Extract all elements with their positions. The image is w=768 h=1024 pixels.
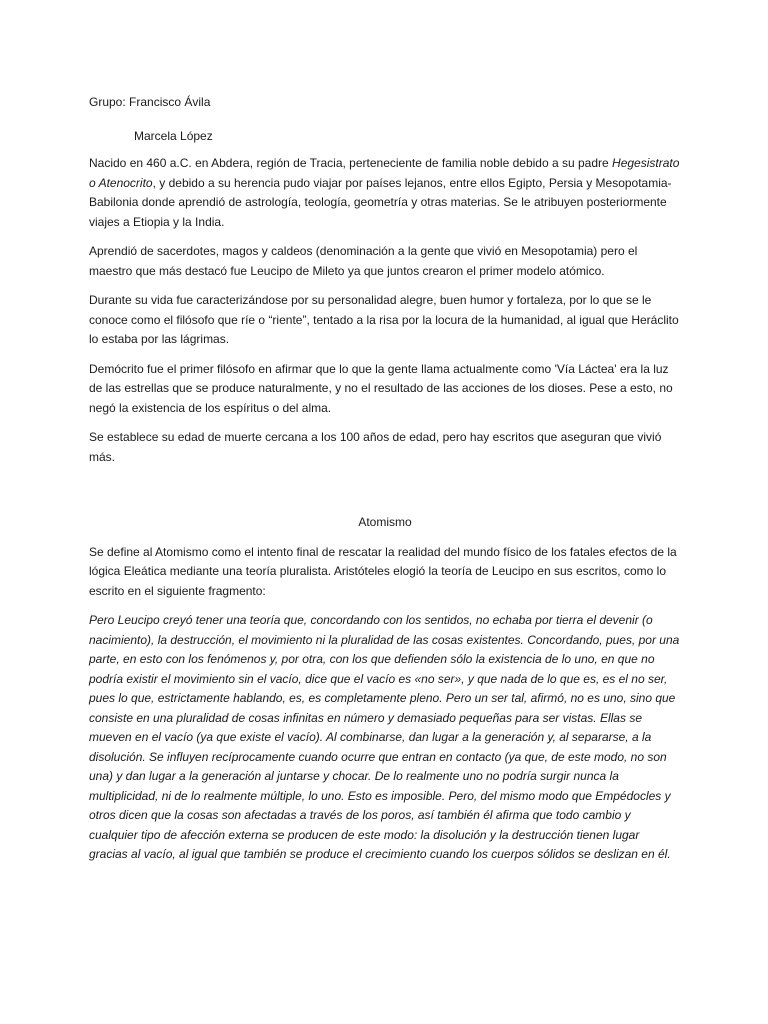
group-members: [89, 93, 681, 146]
bio-p1-italic: Hegesistrato o Atenocrito: [89, 156, 680, 190]
second-member: Marcela López: [134, 128, 213, 143]
leucipo-quote: Pero Leucipo creyó tener una teoría que, concordando con los sentidos, no echaba por tierra el devenir (o nacimiento), la destrucción, el movimiento ni la pluralidad de las cosas existentes. Concordando, pues, por una parte, en esto con los fenómenos y, por otra, con los que defienden sólo la existencia de lo uno, en que no podría existir el movimiento sin el vacío, dice que el vacío es «no ser», y que nada de lo que es, es el no ser, pues lo que, estrictamente hablando, es, es completamente pleno. Pero un ser tal, afirmó, no es uno, sino que consiste en una pluralidad de cosas infinitas en número y demasiado pequeñas para ser vistas. Ellas se mueven en el vacío (ya que existe el vacío). Al combinarse, dan lugar a la generación y, al separarse, a la disolución. Se influyen recíprocamente cuando ocurre que entran en contacto (ya que, de este modo, no son una) y dan lugar a la generación al juntarse y chocar. De lo realmente uno no podría surgir nunca la multiplicidad, ni de lo realmente múltiple, lo uno. Esto es imposible. Pero, del mismo modo que Empédocles y otros dicen que la cosas son afectadas a través de los poros, así también él afirma que todo cambio y cualquier tipo de afección externa se producen de este modo: la disolución y la destrucción tienen lugar gracias al vacío, al igual que también se produce el crecimiento cuando los cuerpos sólidos se deslizan en él.: [89, 613, 680, 861]
bio-paragraph-5: Se establece su edad de muerte cercana a los 100 años de edad, pero hay escritos que aseguran que vivió más.: [89, 430, 662, 464]
group-line: Grupo: Francisco Ávila: [89, 95, 211, 109]
section-title: Atomismo: [358, 515, 412, 529]
bio-paragraph-4: Demócrito fue el primer filósofo en afirmar que lo que la gente llama actualmente como 'Vía Láctea' era la luz de las estrellas que se produce naturalmente, y no el resultado de las acciones de los dioses. Pese a esto, no negó la existencia de los espíritus o del alma.: [89, 361, 673, 415]
bio-p1-end: , y debido a su herencia pudo viajar por países lejanos, entre ellos Egipto, Persia y Mesopotamia-Babilonia donde aprendió de astrología, teología, geometría y otras materias. Se le atribuyen posteriormente viajes a Etiopia y la India.: [89, 175, 672, 229]
bio-paragraph-1: [89, 154, 681, 232]
atomismo-intro: Se define al Atomismo como el intento final de rescatar la realidad del mundo físico de los fatales efectos de la lógica Eleática mediante una teoría pluralista. Aristóteles elogió la teoría de Leucipo en sus escritos, como lo escrito en el siguiente fragmento:: [89, 544, 677, 598]
bio-p1-start: Nacido en 460 a.C. en Abdera, región de Tracia, perteneciente de familia noble debido a su padre: [89, 156, 613, 170]
document-page: [89, 93, 681, 875]
bio-paragraph-2: Aprendió de sacerdotes, magos y caldeos (denominación a la gente que vivió en Mesopotamia) pero el maestro que más destacó fue Leucipo de Mileto ya que juntos crearon el primer modelo atómico.: [89, 244, 638, 278]
bio-paragraph-3: Durante su vida fue caracterizándose por su personalidad alegre, buen humor y fortaleza, por lo que se le conoce como el filósofo que ríe o “riente”, tentado a la risa por la locura de la humanidad, al igual que Heráclito lo estaba por las lágrimas.: [89, 293, 679, 346]
section-spacer: [89, 477, 681, 513]
